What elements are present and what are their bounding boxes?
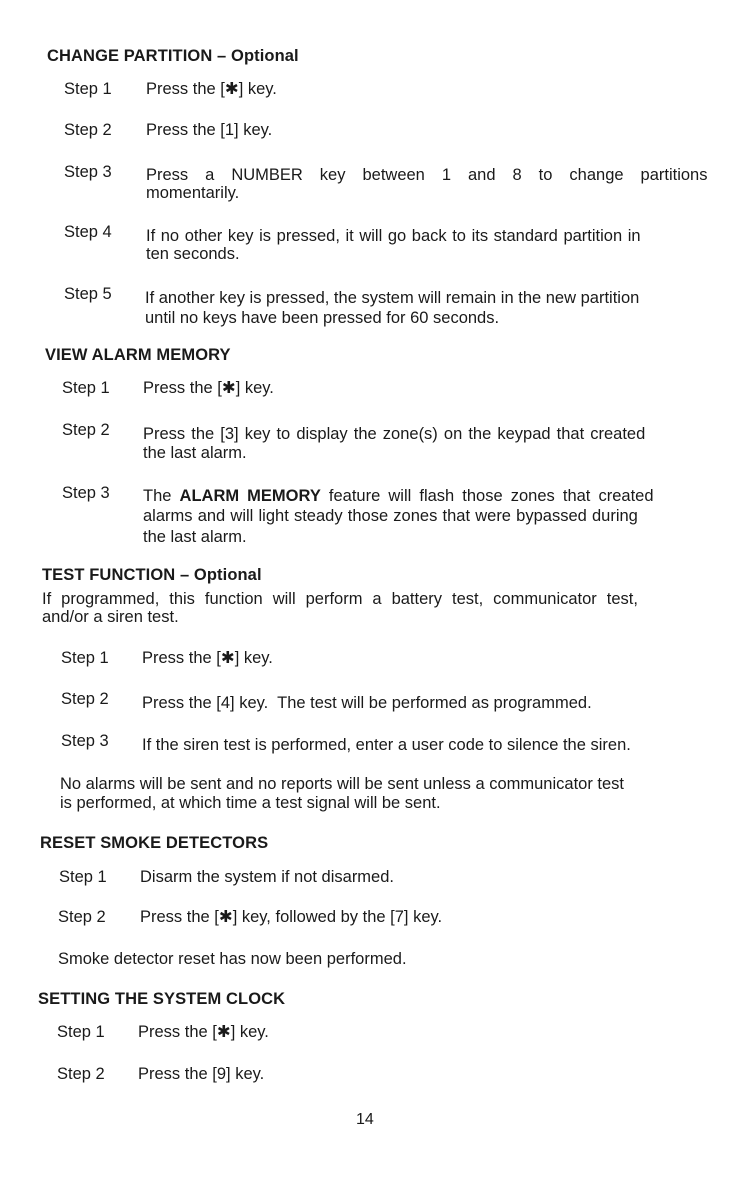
step-text: Press the [✱] key.	[143, 379, 274, 397]
section-title-change-partition: CHANGE PARTITION – Optional	[47, 47, 299, 65]
step-label: Step 1	[57, 1023, 105, 1041]
step-text: Press the [4] key. The test will be performed as programmed.	[142, 694, 592, 712]
step-text-line-1: Press the [3] key to display the zone(s) on the keypad that created	[143, 425, 646, 443]
step-text-line-2: ten seconds.	[146, 245, 240, 263]
step-text-line-3: the last alarm.	[143, 528, 247, 546]
step-label: Step 2	[62, 421, 110, 439]
test-function-note-line-2: is performed, at which time a test signal will be sent.	[60, 794, 441, 812]
reset-smoke-note: Smoke detector reset has now been performed.	[58, 950, 407, 968]
step-text-line-2: the last alarm.	[143, 444, 247, 462]
step-label: Step 3	[61, 732, 109, 750]
test-function-note-line-1: No alarms will be sent and no reports will be sent unless a communicator test	[60, 775, 625, 793]
step-text: Press the [✱] key, followed by the [7] key.	[140, 908, 443, 926]
step-label: Step 2	[58, 908, 106, 926]
step-label: Step 2	[61, 690, 109, 708]
step-text-line-2: momentarily.	[146, 184, 240, 202]
section-title-view-alarm-memory: VIEW ALARM MEMORY	[45, 346, 231, 364]
step-text-line-2: until no keys have been pressed for 60 seconds.	[145, 309, 500, 327]
step-text: If the siren test is performed, enter a user code to silence the siren.	[142, 736, 631, 754]
alarm-memory-term: ALARM MEMORY	[179, 487, 321, 505]
test-function-intro-line-2: and/or a siren test.	[42, 608, 179, 626]
test-function-intro-line-1: If programmed, this function will perform a battery test, communicator test,	[42, 590, 638, 608]
page-number: 14	[356, 1111, 374, 1128]
section-title-test-function: TEST FUNCTION – Optional	[42, 566, 262, 584]
step-text: Press the [✱] key.	[142, 649, 273, 667]
step-text: Press the [✱] key.	[138, 1023, 269, 1041]
step-text: Press the [9] key.	[138, 1065, 265, 1083]
step-label: Step 3	[64, 163, 112, 181]
step-text: Press the [✱] key.	[146, 80, 277, 98]
step-label: Step 1	[61, 649, 109, 667]
step-text: Disarm the system if not disarmed.	[140, 868, 394, 886]
step-text-line-1: If another key is pressed, the system will remain in the new partition	[145, 289, 640, 307]
step-text: Press the [1] key.	[146, 121, 273, 139]
step-label: Step 1	[64, 80, 112, 98]
step-label: Step 5	[64, 285, 112, 303]
step-label: Step 3	[62, 484, 110, 502]
step-text-line-2: alarms and will light steady those zones that were bypassed during	[143, 507, 638, 525]
step-label: Step 1	[62, 379, 110, 397]
section-title-system-clock: SETTING THE SYSTEM CLOCK	[38, 990, 286, 1008]
step-label: Step 2	[57, 1065, 105, 1083]
step-text-line-1: The ALARM MEMORY feature will flash those zones that created	[143, 487, 654, 505]
section-title-reset-smoke: RESET SMOKE DETECTORS	[40, 834, 269, 852]
step-text-line-1: Press a NUMBER key between 1 and 8 to change partitions	[146, 166, 708, 184]
step-label: Step 4	[64, 223, 112, 241]
step-text-line-1: If no other key is pressed, it will go back to its standard partition in	[146, 227, 641, 245]
step-label: Step 2	[64, 121, 112, 139]
step-label: Step 1	[59, 868, 107, 886]
